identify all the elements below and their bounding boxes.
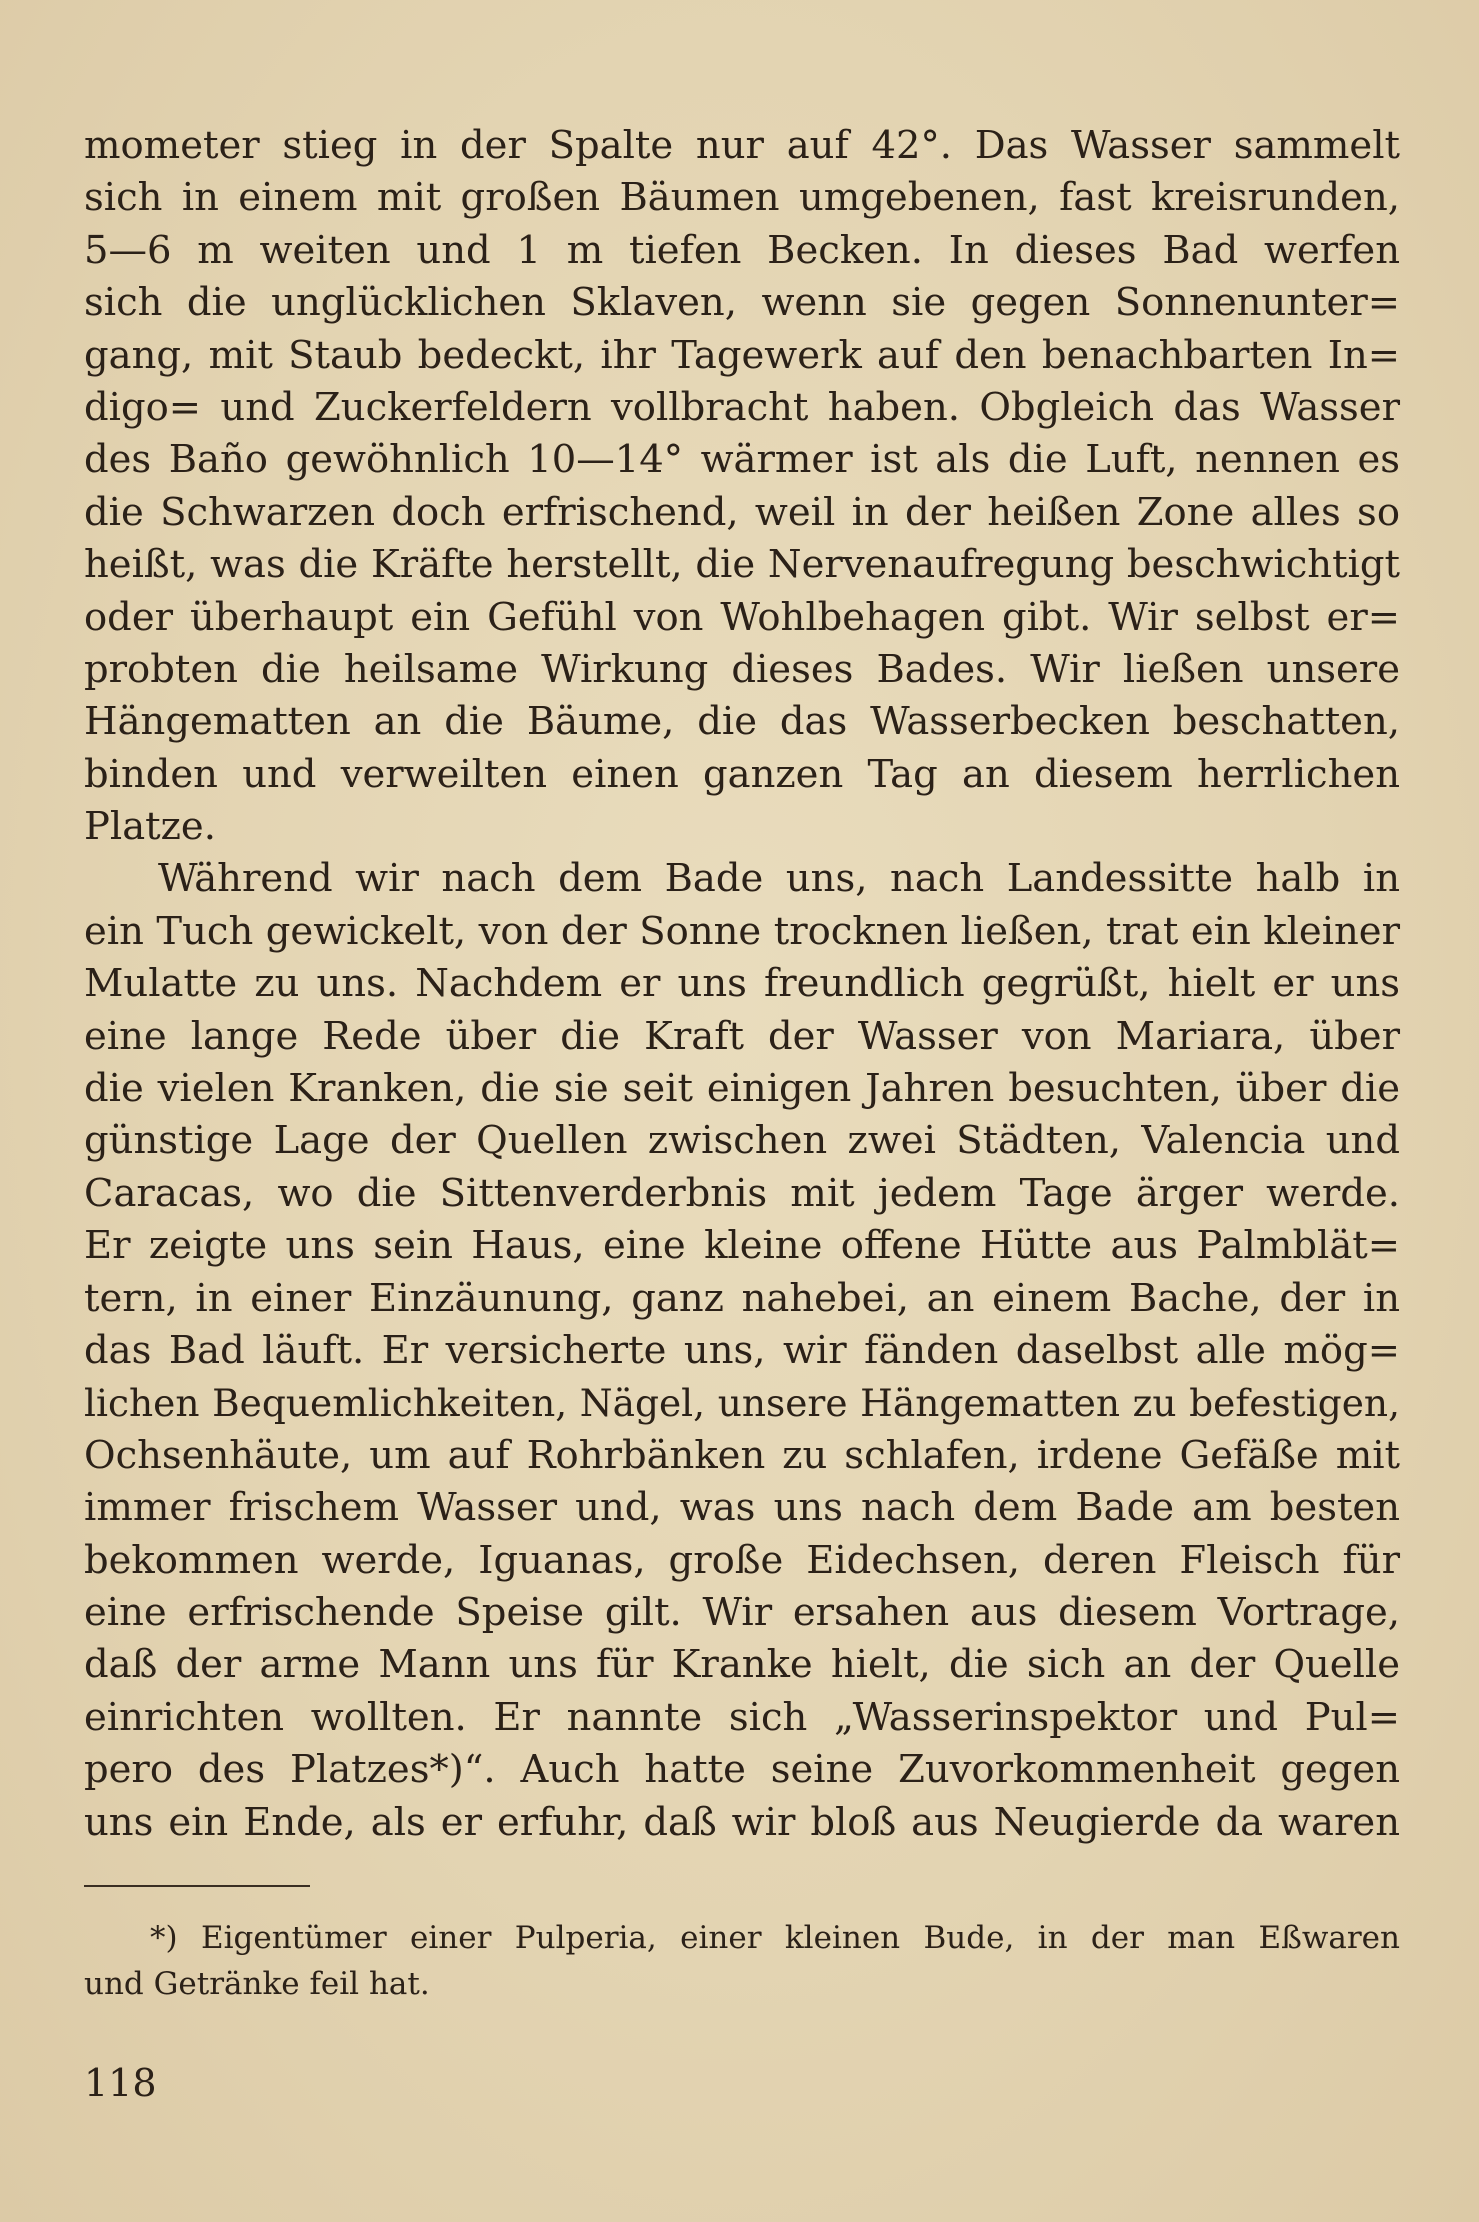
text-line: Während wir nach dem Bade uns, nach Landessitte halb in [158, 856, 1400, 902]
text-line: lichen Bequemlichkeiten, Nägel, unsere Hängematten zu befestigen, [84, 1381, 1400, 1426]
footnote-line: und Getränke feil hat. [84, 1966, 430, 2002]
text-line: eine lange Rede über die Kraft der Wasser von Mariara, über [84, 1013, 1400, 1059]
text-line: oder überhaupt ein Gefühl von Wohlbehagen gibt. Wir selbst er= [84, 594, 1400, 640]
text-line: immer frischem Wasser und, was uns nach dem Bade am besten [84, 1485, 1400, 1531]
text-line: uns ein Ende, als er erfuhr, daß wir bloß aus Neugierde da waren [84, 1799, 1400, 1845]
footnote-divider [84, 1885, 310, 1887]
text-line: binden und verweilten einen ganzen Tag an diesem herrlichen [84, 751, 1400, 797]
text-line: die vielen Kranken, die sie seit einigen Jahren besuchten, über die [84, 1066, 1400, 1112]
text-line: tern, in einer Einzäunung, ganz nahebei, an einem Bache, der in [84, 1275, 1400, 1321]
text-line: Caracas, wo die Sittenverderbnis mit jedem Tage ärger werde. [84, 1170, 1400, 1216]
text-line: 5—6 m weiten und 1 m tiefen Becken. In dieses Bad werfen [84, 227, 1400, 273]
text-line: bekommen werde, Iguanas, große Eidechsen, deren Fleisch für [84, 1537, 1400, 1583]
text-line: eine erfrischende Speise gilt. Wir ersahen aus diesem Vortrage, [84, 1589, 1400, 1635]
text-line: einrichten wollten. Er nannte sich „Wasserinspektor und Pul= [84, 1694, 1400, 1740]
main-text [84, 120, 1400, 1849]
text-line: Hängematten an die Bäume, die das Wasserbecken beschatten, [84, 699, 1400, 745]
text-line: günstige Lage der Quellen zwischen zwei Städten, Valencia und [84, 1118, 1400, 1164]
text-line: gang, mit Staub bedeckt, ihr Tagewerk auf den benachbarten In= [84, 332, 1400, 378]
text-line: pero des Platzes*)“. Auch hatte seine Zuvorkommenheit gegen [84, 1747, 1400, 1793]
text-line: mometer stieg in der Spalte nur auf 42°. Das Wasser sammelt [84, 123, 1400, 168]
text-line: heißt, was die Kräfte herstellt, die Nervenaufregung beschwichtigt [84, 542, 1400, 588]
page-number: 118 [84, 2061, 157, 2105]
text-line: Ochsenhäute, um auf Rohrbänken zu schlafen, irdene Gefäße mit [84, 1432, 1400, 1478]
text-line: sich die unglücklichen Sklaven, wenn sie gegen Sonnenunter= [84, 280, 1400, 326]
text-line: die Schwarzen doch erfrischend, weil in der heißen Zone alles so [84, 489, 1400, 535]
text-line: des Baño gewöhnlich 10—14° wärmer ist als die Luft, nennen es [84, 437, 1400, 483]
footnote-line: *) Eigentümer einer Pulperia, einer kleinen Bude, in der man Eßwaren [150, 1920, 1400, 1956]
text-line: digo= und Zuckerfeldern vollbracht haben. Obgleich das Wasser [84, 384, 1400, 430]
text-line: Platze. [84, 804, 216, 850]
text-line: ein Tuch gewickelt, von der Sonne trocknen ließen, trat ein kleiner [84, 908, 1400, 954]
text-line: probten die heilsame Wirkung dieses Bades. Wir ließen unsere [84, 646, 1400, 692]
text-line: Mulatte zu uns. Nachdem er uns freundlich gegrüßt, hielt er uns [84, 961, 1400, 1007]
text-line: Er zeigte uns sein Haus, eine kleine offene Hütte aus Palmblät= [84, 1223, 1400, 1269]
text-line: das Bad läuft. Er versicherte uns, wir fänden daselbst alle mög= [84, 1327, 1400, 1373]
text-line: daß der arme Mann uns für Kranke hielt, die sich an der Quelle [84, 1642, 1400, 1688]
footnote [84, 1915, 1400, 2007]
text-line: sich in einem mit großen Bäumen umgebenen, fast kreisrunden, [84, 175, 1400, 221]
